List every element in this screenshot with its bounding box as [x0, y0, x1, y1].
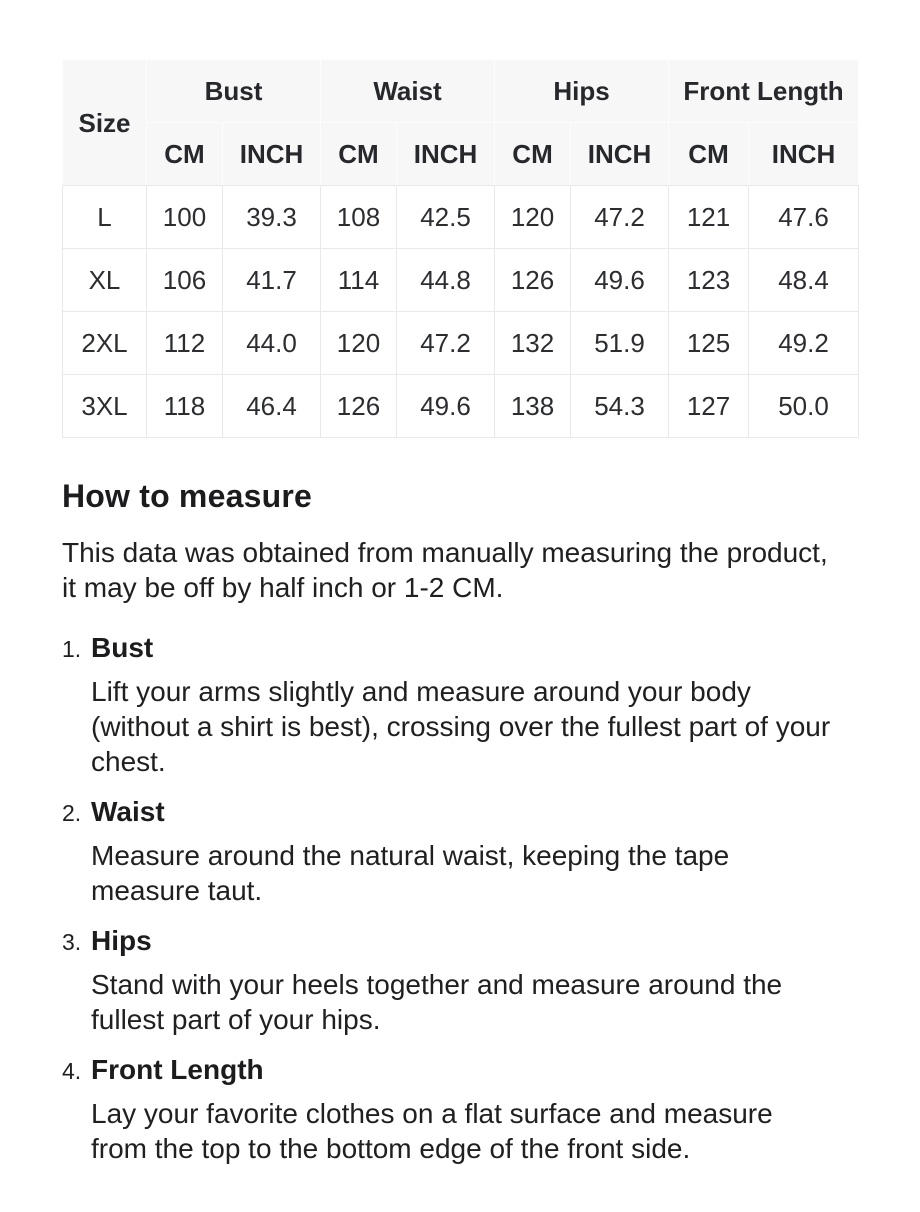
table-cell: 123	[669, 249, 749, 312]
size-chart-table	[62, 59, 859, 438]
table-cell: 54.3	[571, 375, 669, 438]
step-title-bust: Bust	[91, 632, 154, 663]
step-number: 1.	[62, 636, 82, 662]
table-cell: 44.8	[397, 249, 495, 312]
unit-header-waist-inch: INCH	[397, 123, 495, 186]
step-bust	[62, 631, 858, 779]
table-cell: 108	[321, 186, 397, 249]
size-label: L	[63, 186, 147, 249]
section-title: How to measure	[62, 478, 312, 514]
step-heading	[62, 924, 858, 957]
table-cell: 47.2	[571, 186, 669, 249]
size-chart-body	[63, 186, 859, 438]
table-cell: 44.0	[223, 312, 321, 375]
table-cell: 50.0	[749, 375, 859, 438]
step-heading	[62, 1053, 858, 1086]
step-front-length	[62, 1053, 858, 1166]
step-heading	[62, 631, 858, 664]
table-cell: 121	[669, 186, 749, 249]
table-cell: 39.3	[223, 186, 321, 249]
size-label: 2XL	[63, 312, 147, 375]
step-number: 3.	[62, 929, 82, 955]
column-group-waist: Waist	[321, 60, 495, 123]
table-cell: 114	[321, 249, 397, 312]
unit-header-waist-cm: CM	[321, 123, 397, 186]
table-row-xl	[63, 249, 859, 312]
table-cell: 100	[147, 186, 223, 249]
unit-header-front-length-cm: CM	[669, 123, 749, 186]
size-label: XL	[63, 249, 147, 312]
table-row-3xl	[63, 375, 859, 438]
step-description-front-length: Lay your favorite clothes on a flat surface and measure from the top to the bottom edge of the front side.	[91, 1098, 773, 1164]
table-cell: 106	[147, 249, 223, 312]
table-cell: 120	[321, 312, 397, 375]
table-cell: 47.2	[397, 312, 495, 375]
table-row-2xl	[63, 312, 859, 375]
intro-text: This data was obtained from manually measuring the product, it may be off by half inch or 1-2 CM.	[62, 537, 828, 603]
table-cell: 127	[669, 375, 749, 438]
column-group-hips: Hips	[495, 60, 669, 123]
size-column-header: Size	[63, 60, 147, 186]
table-cell: 41.7	[223, 249, 321, 312]
size-label: 3XL	[63, 375, 147, 438]
table-cell: 126	[495, 249, 571, 312]
table-cell: 47.6	[749, 186, 859, 249]
table-cell: 49.2	[749, 312, 859, 375]
step-title-front-length: Front Length	[91, 1054, 264, 1085]
table-cell: 42.5	[397, 186, 495, 249]
table-cell: 49.6	[571, 249, 669, 312]
unit-header-bust-cm: CM	[147, 123, 223, 186]
column-group-front-length: Front Length	[669, 60, 859, 123]
table-cell: 112	[147, 312, 223, 375]
table-cell: 120	[495, 186, 571, 249]
table-cell: 125	[669, 312, 749, 375]
step-description-waist: Measure around the natural waist, keeping the tape measure taut.	[91, 840, 730, 906]
table-cell: 51.9	[571, 312, 669, 375]
step-heading	[62, 795, 858, 828]
step-description-bust: Lift your arms slightly and measure around your body (without a shirt is best), crossing over the fullest part of your chest.	[91, 676, 831, 777]
table-cell: 49.6	[397, 375, 495, 438]
table-cell: 138	[495, 375, 571, 438]
step-description-hips: Stand with your heels together and measure around the fullest part of your hips.	[91, 969, 783, 1035]
measure-steps-list	[62, 631, 858, 1166]
table-cell: 132	[495, 312, 571, 375]
step-number: 4.	[62, 1058, 82, 1084]
size-chart-header	[63, 60, 859, 186]
step-title-waist: Waist	[91, 796, 165, 827]
step-waist	[62, 795, 858, 908]
table-cell: 46.4	[223, 375, 321, 438]
group-header-row	[63, 60, 859, 123]
unit-header-row	[63, 123, 859, 186]
step-title-hips: Hips	[91, 925, 152, 956]
step-number: 2.	[62, 800, 82, 826]
unit-header-front-length-inch: INCH	[749, 123, 859, 186]
unit-header-hips-cm: CM	[495, 123, 571, 186]
step-hips	[62, 924, 858, 1037]
table-row-l	[63, 186, 859, 249]
table-cell: 126	[321, 375, 397, 438]
column-group-bust: Bust	[147, 60, 321, 123]
unit-header-hips-inch: INCH	[571, 123, 669, 186]
table-cell: 48.4	[749, 249, 859, 312]
unit-header-bust-inch: INCH	[223, 123, 321, 186]
table-cell: 118	[147, 375, 223, 438]
